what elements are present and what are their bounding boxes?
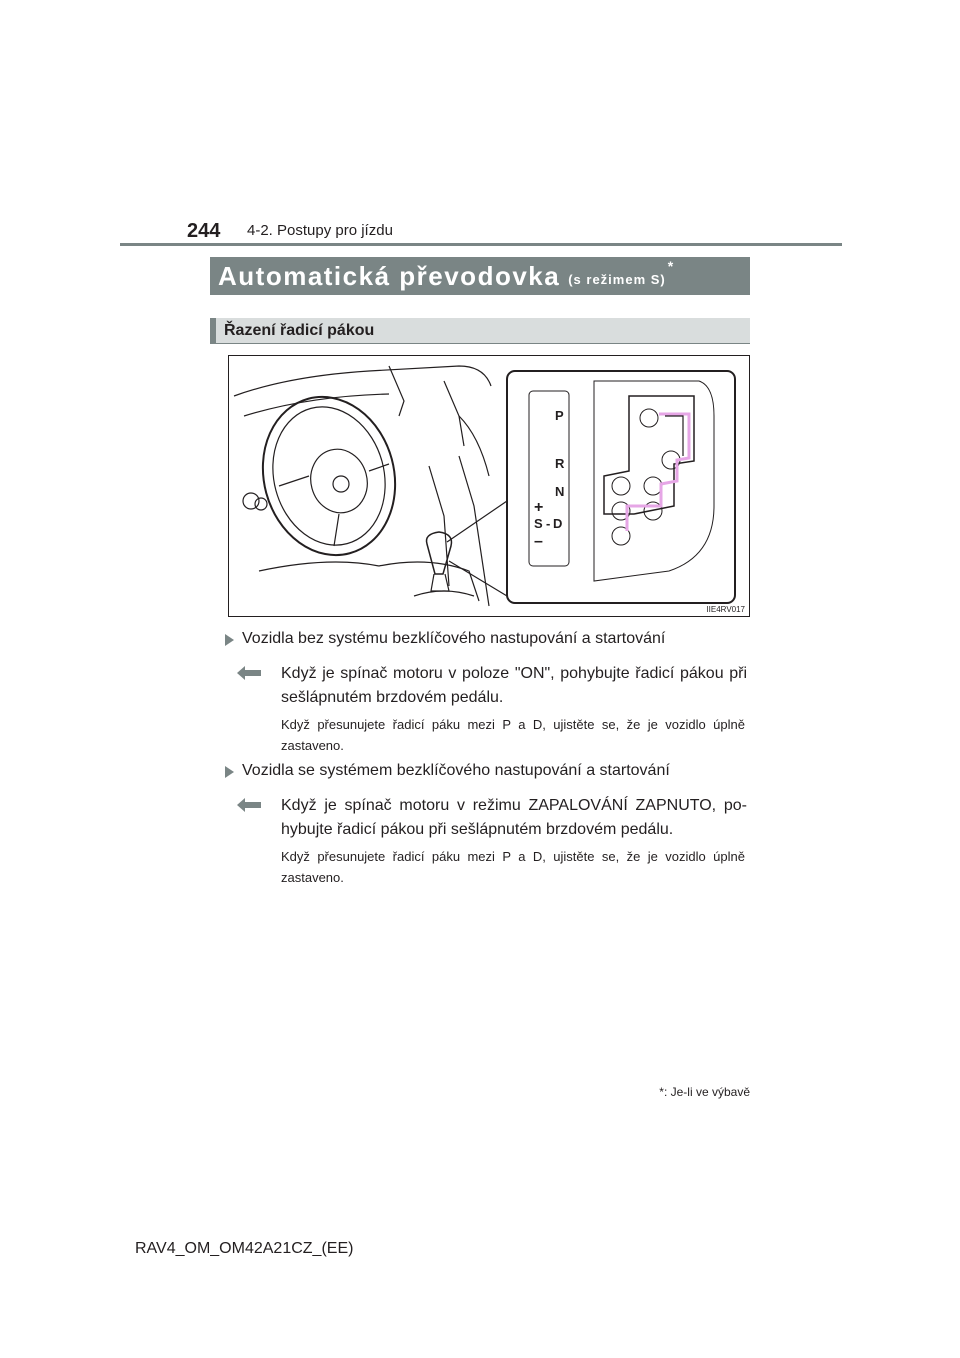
gate-label-s: S (534, 516, 543, 531)
section-heading-2 (225, 762, 670, 780)
gate-label-p: P (555, 408, 564, 423)
footnote: *: Je-li ve výbavě (659, 1085, 750, 1099)
section-heading-1 (225, 630, 665, 648)
gate-label-r: R (555, 456, 565, 471)
section-heading-text: Vozidla bez systému bezklíčového nastupování a startování (242, 630, 666, 647)
gate-label-dash: - (546, 516, 551, 531)
page-number: 244 (187, 220, 221, 242)
document-code-footer: RAV4_OM_OM42A21CZ_(EE) (135, 1240, 354, 1257)
figure-code: IIE4RV017 (706, 605, 745, 614)
gate-label-n: N (555, 484, 565, 499)
page-title-qualifier: (s režimem S) (568, 271, 666, 287)
subsection-header (210, 318, 750, 344)
gate-label-d: D (553, 516, 563, 531)
section-heading-text: Vozidla se systémem bezklíčového nastupování a startování (242, 762, 670, 779)
instruction-step-2 (237, 794, 747, 842)
caution-note-1: Když přesunujete řadicí páku mezi P a D, ujistěte se, že je vozidlo úplně zastaveno. (281, 717, 745, 753)
shift-lever-illustration (228, 355, 750, 617)
step-arrow-icon (237, 666, 261, 680)
page-title-bar (210, 257, 750, 295)
step-arrow-icon (237, 798, 261, 812)
bullet-triangle-icon (225, 634, 234, 646)
gate-label-minus: – (534, 533, 543, 550)
caution-note-2: Když přesunujete řadicí páku mezi P a D, ujistěte se, že je vozidlo úplně zastaveno. (281, 849, 745, 885)
instruction-step-1 (237, 662, 747, 710)
header-divider (120, 243, 842, 246)
instruction-text: Když je spínač motoru v režimu ZAPALOVÁNÍ ZAPNUTO, po-hybujte řadicí pákou při sešlápnutém brzdovém pedálu. (281, 797, 747, 838)
bullet-triangle-icon (225, 766, 234, 778)
page-title: Automatická převodovka (218, 260, 561, 291)
cockpit-drawing (229, 356, 749, 616)
instruction-text: Když je spínač motoru v poloze "ON", pohybujte řadicí pákou při sešlápnutém brzdovém pedálu. (281, 665, 747, 706)
subsection-title: Řazení řadicí pákou (224, 321, 375, 339)
optional-equipment-marker: * (667, 258, 674, 274)
gate-label-plus: + (534, 499, 544, 516)
section-breadcrumb: 4-2. Postupy pro jízdu (247, 222, 393, 239)
